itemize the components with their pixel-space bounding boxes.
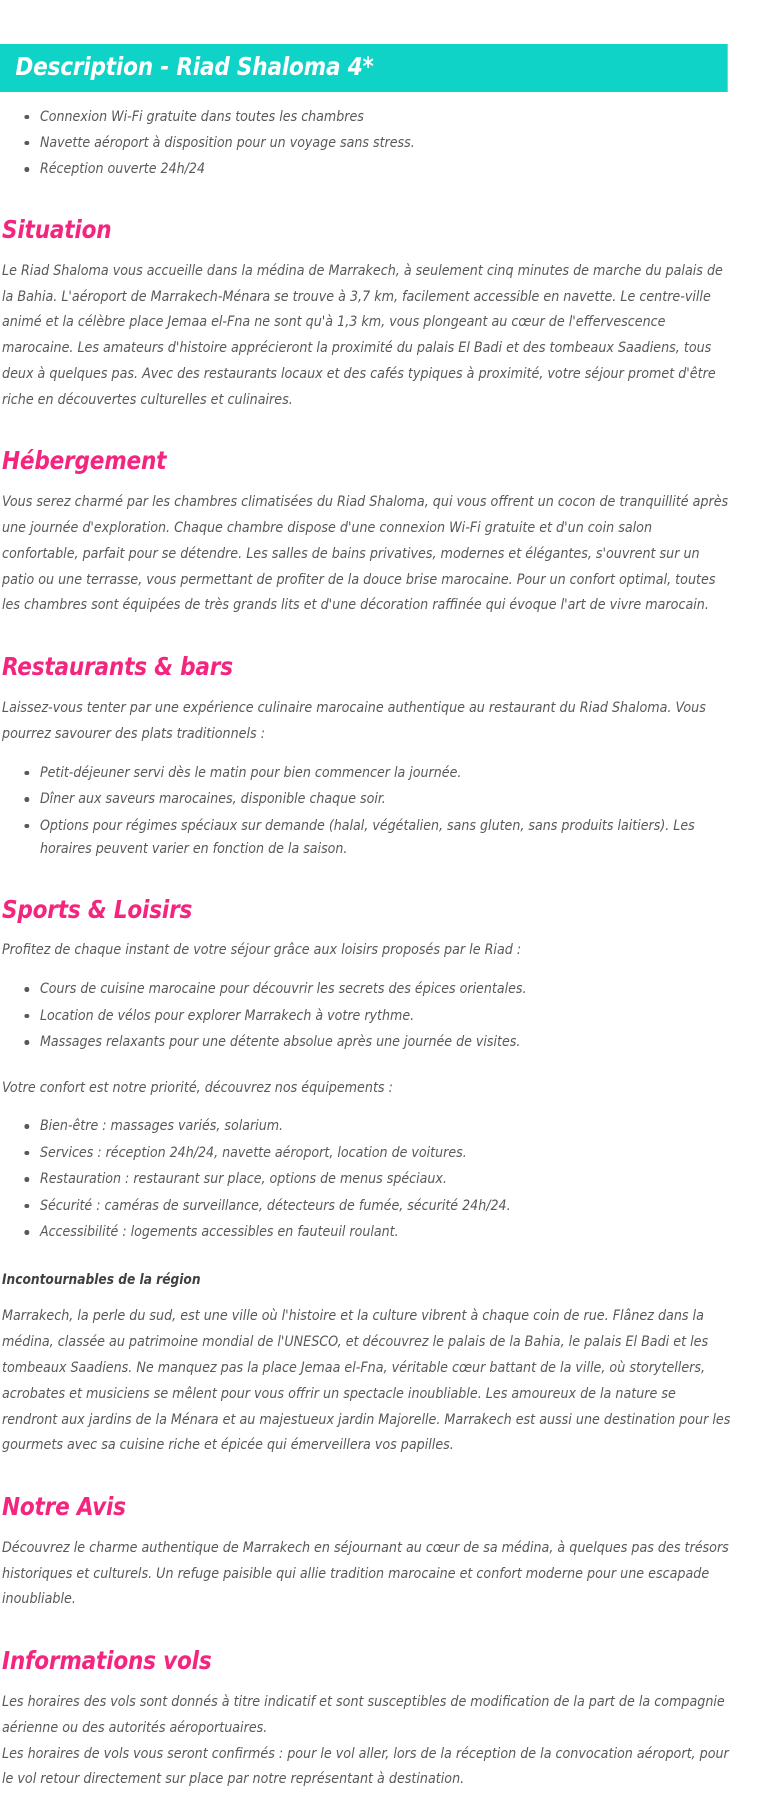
section-paragraph-situation: Le Riad Shaloma vous accueille dans la médina de Marrakech, à seulement cinq minutes de marche du palais de la Bahia. L'aéroport de Marrakech-Ménara se trouve à 3,7 km, facilement accessible en navette. Le centre-ville animé et la célèbre place Jemaa el-Fna ne sont qu'à 1,3 km, vous plongeant au cœur de l'effervescence marocaine. Les amateurs d'histoire apprécieront la proximité du palais El Badi et des tombeaux Saadiens, tous deux à quelques pas. Avec des restaurants locaux et des cafés typiques à proximité, votre séjour promet d'être riche en découvertes culturelles et culinaires. (2, 259, 731, 414)
section-heading-hebergement: Hébergement (2, 447, 720, 476)
section-intro-restaurants: Laissez-vous tenter par une expérience culinaire marocaine authentique au restaurant du Riad Shaloma. Vous pourrez savourer des plats traditionnels : (2, 696, 731, 748)
list-item: Services : réception 24h/24, navette aéroport, location de voitures. (38, 1142, 729, 1165)
section-paragraph-vols-2: Les horaires de vols vous seront confirmés : pour le vol aller, lors de la réception de la convocation aéroport, pour le vol retour directement sur place par notre représentant à destination. (2, 1742, 731, 1793)
list-item: Réception ouverte 24h/24 (38, 158, 729, 181)
section-notre-avis (2, 1493, 750, 1613)
list-item: Connexion Wi-Fi gratuite dans toutes les chambres (38, 106, 729, 129)
list-item: Cours de cuisine marocaine pour découvrir les secrets des épices orientales. (38, 978, 729, 1001)
subsection-heading-incontournables: Incontournables de la région (2, 1271, 728, 1291)
intro-bullet-list (2, 106, 750, 182)
section-intro-sports: Profitez de chaque instant de votre séjour grâce aux loisirs proposés par le Riad : (2, 938, 731, 964)
list-item: Restauration : restaurant sur place, options de menus spéciaux. (38, 1168, 729, 1191)
list-item: Massages relaxants pour une détente absolue après une journée de visites. (38, 1031, 729, 1054)
list-item: Location de vélos pour explorer Marrakech à votre rythme. (38, 1005, 729, 1028)
sports-bullet-list (2, 978, 750, 1054)
restaurants-bullet-list (2, 762, 750, 862)
section-paragraph-vols-1: Les horaires des vols sont donnés à titre indicatif et sont susceptibles de modification de la part de la compagnie aérienne ou des autorités aéroportuaires. (2, 1690, 731, 1742)
section-paragraph-notre-avis: Découvrez le charme authentique de Marrakech en séjournant au cœur de sa médina, à quelques pas des trésors historiques et culturels. Un refuge paisible qui allie tradition marocaine et confort moderne pour une escapade inoubliable. (2, 1536, 731, 1613)
document-content (0, 106, 758, 1793)
top-spacer (0, 0, 758, 44)
list-item: Sécurité : caméras de surveillance, détecteurs de fumée, sécurité 24h/24. (38, 1195, 729, 1218)
section-informations-vols (2, 1647, 750, 1793)
section-hebergement (2, 447, 750, 619)
section-heading-restaurants: Restaurants & bars (2, 653, 720, 682)
section-sports-loisirs (2, 896, 750, 1460)
section-restaurants-bars (2, 653, 750, 861)
section-heading-sports: Sports & Loisirs (2, 896, 720, 925)
list-item: Navette aéroport à disposition pour un voyage sans stress. (38, 132, 729, 155)
section-intro-equipements: Votre confort est notre priorité, découvrez nos équipements : (2, 1076, 731, 1102)
list-item: Bien-être : massages variés, solarium. (38, 1115, 729, 1138)
description-banner-title: Description - Riad Shaloma 4* (0, 44, 728, 92)
list-item: Dîner aux saveurs marocaines, disponible chaque soir. (38, 788, 729, 811)
list-item: Petit-déjeuner servi dès le matin pour bien commencer la journée. (38, 762, 729, 785)
section-paragraph-hebergement: Vous serez charmé par les chambres climatisées du Riad Shaloma, qui vous offrent un cocon de tranquillité après une journée d'exploration. Chaque chambre dispose d'une connexion Wi-Fi gratuite et d'un coin salon confortable, parfait pour se détendre. Les salles de bains privatives, modernes et élégantes, s'ouvrent sur un patio ou une terrasse, vous permettant de profiter de la douce brise marocaine. Pour un confort optimal, toutes les chambres sont équipées de très grands lits et d'une décoration raffinée qui évoque l'art de vivre marocain. (2, 490, 731, 619)
section-situation (2, 216, 750, 414)
spacer (2, 1058, 750, 1076)
list-item: Options pour régimes spéciaux sur demande (halal, végétalien, sans gluten, sans produits laitiers). Les horaires peuvent varier en fonction de la saison. (38, 815, 729, 862)
section-heading-notre-avis: Notre Avis (2, 1493, 720, 1522)
subsection-paragraph-incontournables: Marrakech, la perle du sud, est une ville où l'histoire et la culture vibrent à chaque coin de rue. Flânez dans la médina, classée au patrimoine mondial de l'UNESCO, et découvrez le palais de la Bahia, le palais El Badi et les tombeaux Saadiens. Ne manquez pas la place Jemaa el-Fna, véritable cœur battant de la ville, où storytellers, acrobates et musiciens se mêlent pour vous offrir un spectacle inoubliable. Les amoureux de la nature se rendront aux jardins de la Ménara et au majestueux jardin Majorelle. Marrakech est aussi une destination pour les gourmets avec sa cuisine riche et épicée qui émerveillera vos papilles. (2, 1304, 731, 1459)
list-item: Accessibilité : logements accessibles en fauteuil roulant. (38, 1221, 729, 1244)
section-heading-informations-vols: Informations vols (2, 1647, 720, 1676)
section-heading-situation: Situation (2, 216, 720, 245)
equipements-bullet-list (2, 1115, 750, 1244)
